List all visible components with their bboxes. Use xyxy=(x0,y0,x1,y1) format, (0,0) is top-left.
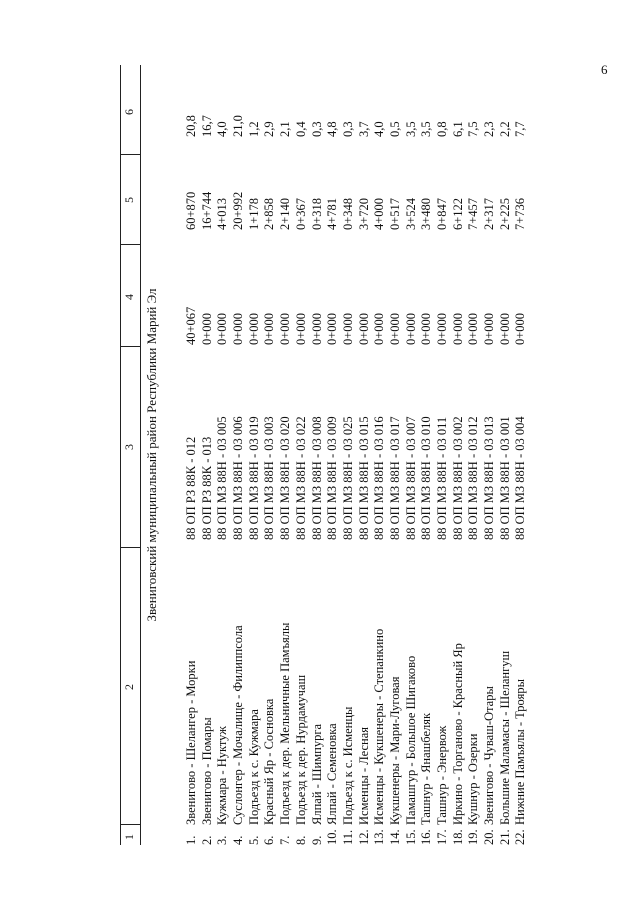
start-km: 0+000 xyxy=(278,312,293,345)
table-row xyxy=(451,65,467,845)
row-number: 14. xyxy=(387,829,402,845)
road-name: Исменцы - Лесная xyxy=(356,726,371,825)
length-km: 3,5 xyxy=(419,121,434,137)
row-number: 15. xyxy=(403,829,418,845)
length-km: 4,0 xyxy=(372,121,387,137)
end-km: 20+992 xyxy=(231,191,246,230)
start-km: 0+000 xyxy=(325,312,340,345)
road-id: 88 ОП МЗ 88Н - 03 010 xyxy=(419,416,434,540)
road-id: 88 ОП МЗ 88Н - 03 003 xyxy=(262,416,277,540)
rotated-table xyxy=(120,65,540,845)
end-km: 3+524 xyxy=(403,197,418,230)
end-km: 60+870 xyxy=(184,191,198,230)
start-km: 0+000 xyxy=(497,312,512,345)
row-number: 19. xyxy=(466,829,481,845)
length-km: 16,7 xyxy=(199,115,214,137)
end-km: 4+013 xyxy=(215,197,230,230)
road-id: 88 ОП МЗ 88Н - 03 002 xyxy=(450,416,465,540)
column-header-6: 6 xyxy=(122,109,136,115)
road-id: 88 ОП МЗ 88Н - 03 011 xyxy=(435,416,449,540)
column-divider xyxy=(120,244,140,245)
road-name: Нижние Памъялы - Трояры xyxy=(513,679,528,825)
length-km: 3,5 xyxy=(403,121,418,137)
table-row xyxy=(435,65,451,845)
end-km: 7+736 xyxy=(513,197,528,230)
road-id: 88 ОП МЗ 88Н - 03 025 xyxy=(340,416,355,540)
end-km: 4+000 xyxy=(372,197,387,230)
road-name: Подъезд к дер. Нурдамучаш xyxy=(293,674,308,825)
column-divider xyxy=(120,346,140,347)
table-row xyxy=(404,65,420,845)
road-id: 88 ОП МЗ 88Н - 03 009 xyxy=(325,416,340,540)
length-km: 6,1 xyxy=(450,121,465,137)
start-km: 0+000 xyxy=(231,312,246,345)
end-km: 0+367 xyxy=(293,197,308,230)
road-id: 88 ОП РЗ 88К - 012 xyxy=(184,436,198,540)
road-name: Кукшенеры - Мари-Луговая xyxy=(387,676,402,825)
road-name: Звенигово - Шелангер - Морки xyxy=(184,660,198,825)
table-row xyxy=(215,65,231,845)
length-km: 0,3 xyxy=(340,121,355,137)
table-row xyxy=(278,65,294,845)
table-row xyxy=(341,65,357,845)
length-km: 3,7 xyxy=(356,121,371,137)
row-number: 4. xyxy=(231,835,246,845)
road-name: Ялпай - Семеновка xyxy=(325,723,340,825)
column-divider xyxy=(120,824,140,825)
length-km: 4,8 xyxy=(325,121,340,137)
row-number: 13. xyxy=(372,829,387,845)
column-divider xyxy=(120,154,140,155)
start-km: 0+000 xyxy=(262,312,277,345)
road-id: 88 ОП МЗ 88Н - 03 012 xyxy=(466,416,481,540)
road-name: Звенигово - Чуваш-Отары xyxy=(482,686,497,825)
page-number: 6 xyxy=(601,62,608,77)
start-km: 0+000 xyxy=(372,312,387,345)
start-km: 40+067 xyxy=(184,306,198,345)
row-number: 1. xyxy=(184,835,198,845)
start-km: 0+000 xyxy=(340,312,355,345)
end-km: 0+847 xyxy=(435,197,449,230)
table-row xyxy=(294,65,310,845)
start-km: 0+000 xyxy=(215,312,230,345)
start-km: 0+000 xyxy=(246,312,261,345)
end-km: 0+318 xyxy=(309,197,324,230)
road-id: 88 ОП МЗ 88Н - 03 016 xyxy=(372,416,387,540)
road-name: Подъезд к с. Кужмара xyxy=(246,709,261,825)
road-id: 88 ОП МЗ 88Н - 03 019 xyxy=(246,416,261,540)
start-km: 0+000 xyxy=(466,312,481,345)
row-number: 22. xyxy=(513,829,528,845)
road-id: 88 ОП МЗ 88Н - 03 006 xyxy=(231,416,246,540)
table-row xyxy=(466,65,482,845)
road-id: 88 ОП МЗ 88Н - 03 001 xyxy=(497,416,512,540)
start-km: 0+000 xyxy=(450,312,465,345)
table-row xyxy=(482,65,498,845)
length-km: 2,3 xyxy=(482,121,497,137)
row-number: 11. xyxy=(340,829,355,845)
column-divider xyxy=(120,547,140,548)
row-number: 18. xyxy=(450,829,465,845)
start-km: 0+000 xyxy=(419,312,434,345)
table-row xyxy=(357,65,373,845)
road-id: 88 ОП МЗ 88Н - 03 015 xyxy=(356,416,371,540)
row-number: 9. xyxy=(309,835,324,845)
end-km: 0+517 xyxy=(387,197,402,230)
road-name: Иркино - Торганово - Красный Яр xyxy=(450,643,465,825)
table-row xyxy=(200,65,216,845)
row-number: 2. xyxy=(199,835,214,845)
road-name: Исменцы - Кукшенеры - Степанкино xyxy=(372,628,387,825)
row-number: 3. xyxy=(215,835,230,845)
length-km: 0,4 xyxy=(293,121,308,137)
table-row xyxy=(262,65,278,845)
start-km: 0+000 xyxy=(387,312,402,345)
table-top-rule xyxy=(120,65,121,845)
road-name: Подъезд к с. Исменцы xyxy=(340,706,355,825)
table-row xyxy=(388,65,404,845)
road-name: Ташнур - Энервож xyxy=(435,725,449,825)
column-header-5: 5 xyxy=(122,197,136,203)
end-km: 3+480 xyxy=(419,197,434,230)
end-km: 2+140 xyxy=(278,197,293,230)
row-number: 21. xyxy=(497,829,512,845)
row-number: 10. xyxy=(325,829,340,845)
length-km: 2,2 xyxy=(497,121,512,137)
end-km: 4+781 xyxy=(325,197,340,230)
row-number: 6. xyxy=(262,835,277,845)
end-km: 6+122 xyxy=(450,197,465,230)
row-number: 17. xyxy=(435,829,449,845)
length-km: 2,1 xyxy=(278,121,293,137)
table-row xyxy=(372,65,388,845)
table-body xyxy=(184,65,529,845)
column-header-4: 4 xyxy=(122,294,136,300)
start-km: 0+000 xyxy=(482,312,497,345)
length-km: 2,9 xyxy=(262,121,277,137)
end-km: 2+225 xyxy=(497,197,512,230)
start-km: 0+000 xyxy=(199,312,214,345)
road-id: 88 ОП МЗ 88Н - 03 005 xyxy=(215,416,230,540)
road-name: Кужмара - Нуктуж xyxy=(215,726,230,825)
table-row xyxy=(184,65,200,845)
road-name: Кушнур - Озерки xyxy=(466,733,481,825)
row-number: 8. xyxy=(293,835,308,845)
row-number: 20. xyxy=(482,829,497,845)
end-km: 7+457 xyxy=(466,197,481,230)
length-km: 21,0 xyxy=(231,115,246,137)
row-number: 16. xyxy=(419,829,434,845)
length-km: 7,5 xyxy=(466,121,481,137)
road-id: 88 ОП МЗ 88Н - 03 022 xyxy=(293,416,308,540)
road-name: Подъезд к дер. Мельничные Памъялы xyxy=(278,622,293,825)
table-row xyxy=(498,65,514,845)
column-header-1: 1 xyxy=(122,834,136,840)
end-km: 3+720 xyxy=(356,197,371,230)
road-id: 88 ОП МЗ 88Н - 03 008 xyxy=(309,416,324,540)
road-id: 88 ОП МЗ 88Н - 03 007 xyxy=(403,416,418,540)
row-number: 5. xyxy=(246,835,261,845)
column-header-3: 3 xyxy=(122,444,136,450)
road-id: 88 ОП МЗ 88Н - 03 020 xyxy=(278,416,293,540)
road-id: 88 ОП МЗ 88Н - 03 013 xyxy=(482,416,497,540)
start-km: 0+000 xyxy=(293,312,308,345)
table-row xyxy=(310,65,326,845)
row-number: 7. xyxy=(278,835,293,845)
start-km: 0+000 xyxy=(435,312,449,345)
length-km: 1,2 xyxy=(246,121,261,137)
length-km: 4,0 xyxy=(215,121,230,137)
column-header-2: 2 xyxy=(122,684,136,690)
road-id: 88 ОП МЗ 88Н - 03 017 xyxy=(387,416,402,540)
end-km: 16+744 xyxy=(199,191,214,230)
table-row xyxy=(419,65,435,845)
start-km: 0+000 xyxy=(356,312,371,345)
start-km: 0+000 xyxy=(513,312,528,345)
section-title: Звениговский муниципальный район Республики Марий Эл xyxy=(144,288,159,622)
table-row xyxy=(231,65,247,845)
road-name: Звенигово - Помары xyxy=(199,717,214,825)
table-row xyxy=(513,65,529,845)
length-km: 0,3 xyxy=(309,121,324,137)
road-name: Памашгур - Большое Шигаково xyxy=(403,655,418,825)
road-name: Ялпай - Шимпурга xyxy=(309,724,324,825)
length-km: 0,5 xyxy=(387,121,402,137)
road-name: Ташнур - Янашбеляк xyxy=(419,712,434,825)
end-km: 0+348 xyxy=(340,197,355,230)
table-row xyxy=(247,65,263,845)
road-name: Суслонгер - Мочалище - Филиппсола xyxy=(231,625,246,825)
length-km: 20,8 xyxy=(184,115,198,137)
length-km: 0,8 xyxy=(435,121,449,137)
start-km: 0+000 xyxy=(403,312,418,345)
road-name: Красный Яр - Сосновка xyxy=(262,698,277,825)
table-row xyxy=(325,65,341,845)
row-number: 12. xyxy=(356,829,371,845)
header-bottom-rule xyxy=(140,65,141,845)
end-km: 2+317 xyxy=(482,197,497,230)
road-id: 88 ОП РЗ 88К - 013 xyxy=(199,436,214,540)
end-km: 1+178 xyxy=(246,197,261,230)
length-km: 7,7 xyxy=(513,121,528,137)
start-km: 0+000 xyxy=(309,312,324,345)
road-id: 88 ОП МЗ 88Н - 03 004 xyxy=(513,416,528,540)
road-name: Большие Маламасы - Шелангуш xyxy=(497,650,512,825)
end-km: 2+858 xyxy=(262,197,277,230)
